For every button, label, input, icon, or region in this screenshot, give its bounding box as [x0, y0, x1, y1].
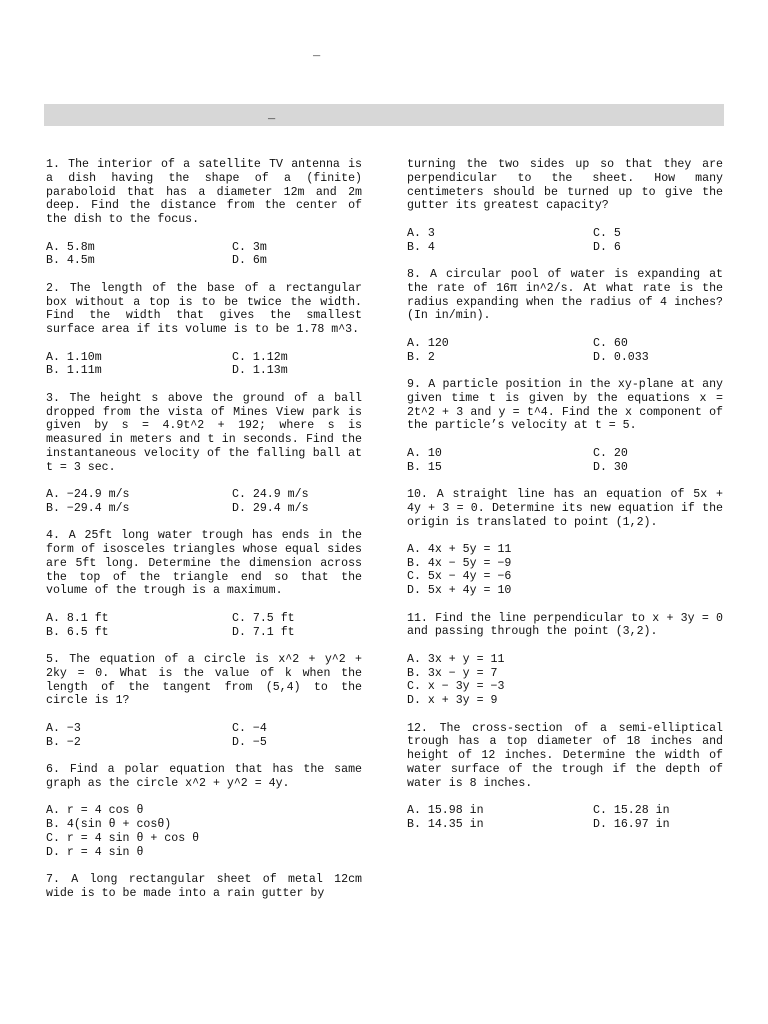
question-6-options: [46, 804, 362, 859]
option-c: C. 7.5 ft: [232, 611, 295, 625]
question-4-options: [46, 612, 362, 640]
option-b: B. 4.5m: [46, 254, 95, 268]
option-d: D. −5: [232, 735, 267, 749]
option-b: B. −2: [46, 735, 81, 749]
question-4: 4. A 25ft long water trough has ends in the form of isosceles triangles whose equal sides are 5ft long. Determine the dimension across the top of the triangle end so that the volume of the trough is a maximum.: [46, 529, 362, 598]
option-c: C. −4: [232, 721, 267, 735]
option-c: C. 3m: [232, 240, 267, 254]
option-b: B. 4: [407, 240, 435, 254]
option-c: C. 5x − 4y = −6: [407, 570, 512, 584]
question-8-options: [407, 337, 723, 365]
option-a: A. 8.1 ft: [46, 611, 109, 625]
option-d: D. 6: [593, 240, 621, 254]
question-7-continued: turning the two sides up so that they are perpendicular to the sheet. How many centimeters should be turned up to give the gutter its greatest capacity?: [407, 158, 723, 213]
question-8: 8. A circular pool of water is expanding at the rate of 16π in^2/s. At what rate is the radius expanding when the radius of 4 inches? (In in/min).: [407, 267, 723, 323]
option-c: C. 1.12m: [232, 350, 288, 364]
question-9-options: [407, 447, 723, 475]
option-d: D. x + 3y = 9: [407, 694, 498, 708]
left-column: [46, 158, 362, 914]
question-5-options: [46, 722, 362, 750]
question-3: 3. The height s above the ground of a ball dropped from the vista of Mines View park is given by s = 4.9t^2 + 192; where s is measured in meters and t in seconds. Find the instantaneous velocity of the falling ball at t = 3 sec.: [46, 391, 362, 474]
option-a: A. 4x + 5y = 11: [407, 542, 512, 556]
option-b: B. 6.5 ft: [46, 625, 109, 639]
header-banner: [44, 104, 724, 126]
right-column: [407, 158, 723, 845]
option-d: D. 29.4 m/s: [232, 501, 309, 515]
question-2-options: [46, 351, 362, 379]
option-c: C. x − 3y = −3: [407, 680, 505, 694]
banner-mark: _: [268, 108, 276, 122]
option-d: D. r = 4 sin θ: [46, 845, 144, 859]
option-d: D. 16.97 in: [593, 818, 670, 832]
question-10: 10. A straight line has an equation of 5x + 4y + 3 = 0. Determine its new equation if the origin is translated to point (1,2).: [407, 487, 723, 529]
option-d: D. 7.1 ft: [232, 625, 295, 639]
question-6: 6. Find a polar equation that has the same graph as the circle x^2 + y^2 = 4y.: [46, 763, 362, 790]
option-b: B. 15: [407, 460, 442, 474]
option-b: B. 2: [407, 350, 435, 364]
question-5: 5. The equation of a circle is x^2 + y^2 + 2ky = 0. What is the value of k when the length of the tangent from (5,4) to the circle is 1?: [46, 653, 362, 708]
option-a: A. 5.8m: [46, 240, 95, 254]
option-b: B. 14.35 in: [407, 818, 484, 832]
option-a: A. −24.9 m/s: [46, 488, 130, 502]
option-c: C. 5: [593, 226, 621, 240]
question-3-options: [46, 488, 362, 516]
question-12-options: [407, 804, 723, 832]
option-a: A. 3: [407, 226, 435, 240]
option-d: D. 1.13m: [232, 364, 288, 378]
question-1-options: [46, 241, 362, 269]
header-mark: _: [313, 45, 321, 59]
option-c: C. 60: [593, 336, 628, 350]
option-b: B. −29.4 m/s: [46, 501, 130, 515]
option-c: C. 20: [593, 446, 628, 460]
question-7-options: [407, 227, 723, 255]
option-a: A. r = 4 cos θ: [46, 804, 144, 818]
option-b: B. 4x − 5y = −9: [407, 556, 512, 570]
option-d: D. 6m: [232, 254, 267, 268]
question-11: 11. Find the line perpendicular to x + 3y = 0 and passing through the point (3,2).: [407, 611, 723, 639]
question-1: 1. The interior of a satellite TV antenna is a dish having the shape of a (finite) paraboloid that has a diameter 12m and 2m deep. Find the distance from the center of the dish to the focus.: [46, 158, 362, 227]
option-a: A. 10: [407, 446, 442, 460]
option-c: C. 24.9 m/s: [232, 488, 309, 502]
option-d: D. 30: [593, 460, 628, 474]
option-a: A. −3: [46, 721, 81, 735]
option-b: B. 1.11m: [46, 364, 102, 378]
option-d: D. 0.033: [593, 350, 649, 364]
option-c: C. 15.28 in: [593, 804, 670, 818]
option-a: A. 120: [407, 336, 449, 350]
question-10-options: [407, 543, 723, 598]
option-d: D. 5x + 4y = 10: [407, 584, 512, 598]
option-a: A. 15.98 in: [407, 804, 484, 818]
question-2: 2. The length of the base of a rectangular box without a top is to be twice the width. Find the width that gives the smallest surface area if its volume is to be 1.78 m^3.: [46, 281, 362, 337]
option-a: A. 3x + y = 11: [407, 652, 505, 666]
question-9: 9. A particle position in the xy-plane at any given time t is given by the equations x = 2t^2 + 3 and y = t^4. Find the x component of the particle’s velocity at t = 5.: [407, 377, 723, 433]
question-11-options: [407, 653, 723, 708]
option-b: B. 3x − y = 7: [407, 666, 498, 680]
option-b: B. 4(sin θ + cosθ): [46, 818, 172, 832]
question-7: 7. A long rectangular sheet of metal 12cm wide is to be made into a rain gutter by: [46, 873, 362, 900]
option-c: C. r = 4 sin θ + cos θ: [46, 831, 200, 845]
option-a: A. 1.10m: [46, 350, 102, 364]
question-12: 12. The cross-section of a semi-elliptical trough has a top diameter of 18 inches and height of 12 inches. Determine the width of water surface of the trough if the depth of water is 8 inches.: [407, 721, 723, 790]
